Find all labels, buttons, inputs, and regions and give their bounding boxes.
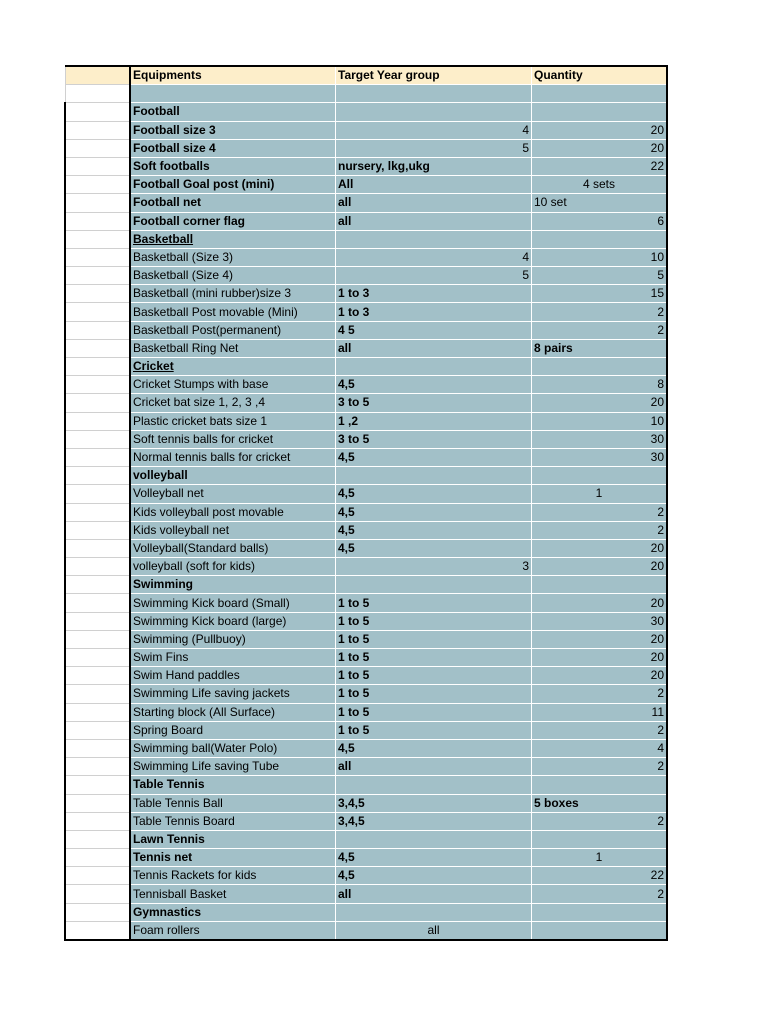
- equipment-cell[interactable]: Tennisball Basket: [130, 885, 336, 903]
- row-header-cell[interactable]: [65, 230, 130, 248]
- equipment-cell[interactable]: Football Goal post (mini): [130, 176, 336, 194]
- target-year-cell[interactable]: 4,5: [336, 867, 532, 885]
- table-row: [65, 867, 667, 885]
- equipment-cell[interactable]: Soft tennis balls for cricket: [130, 430, 336, 448]
- equipment-cell[interactable]: Table Tennis Ball: [130, 794, 336, 812]
- quantity-cell[interactable]: [532, 467, 668, 485]
- header-target-year-group[interactable]: Target Year group: [336, 66, 532, 85]
- quantity-cell[interactable]: 20: [532, 558, 668, 576]
- target-year-cell[interactable]: 1 to 5: [336, 703, 532, 721]
- equipment-cell[interactable]: Kids volleyball post movable: [130, 503, 336, 521]
- equipment-cell[interactable]: Swimming Kick board (large): [130, 612, 336, 630]
- category-row: [65, 576, 667, 594]
- quantity-cell[interactable]: [532, 230, 668, 248]
- quantity-cell[interactable]: [532, 830, 668, 848]
- row-header-cell[interactable]: [65, 103, 130, 121]
- quantity-cell[interactable]: 20: [532, 539, 668, 557]
- quantity-cell[interactable]: 10: [532, 248, 668, 266]
- quantity-cell[interactable]: [532, 776, 668, 794]
- equipment-cell[interactable]: Basketball Post movable (Mini): [130, 303, 336, 321]
- quantity-cell[interactable]: 20: [532, 394, 668, 412]
- quantity-cell[interactable]: 20: [532, 121, 668, 139]
- quantity-cell[interactable]: 2: [532, 503, 668, 521]
- equipment-cell[interactable]: Cricket: [130, 358, 336, 376]
- quantity-cell[interactable]: 10: [532, 412, 668, 430]
- target-year-cell[interactable]: 1 to 5: [336, 667, 532, 685]
- category-row: [65, 776, 667, 794]
- target-year-cell[interactable]: 1 to 5: [336, 612, 532, 630]
- row-header-cell[interactable]: [65, 448, 130, 466]
- row-header-cell[interactable]: [65, 612, 130, 630]
- quantity-cell[interactable]: 4: [532, 739, 668, 757]
- row-header-cell[interactable]: [65, 521, 130, 539]
- row-header-cell[interactable]: [65, 539, 130, 557]
- quantity-cell[interactable]: 20: [532, 649, 668, 667]
- table-row: [65, 649, 667, 667]
- quantity-cell[interactable]: 11: [532, 703, 668, 721]
- row-header-cell[interactable]: [65, 903, 130, 921]
- table-row: [65, 558, 667, 576]
- row-header-cell[interactable]: [65, 885, 130, 903]
- target-year-cell[interactable]: nursery, lkg,ukg: [336, 157, 532, 175]
- table-row: [65, 667, 667, 685]
- target-year-cell[interactable]: 4 5: [336, 321, 532, 339]
- equipment-cell[interactable]: Starting block (All Surface): [130, 703, 336, 721]
- target-year-cell[interactable]: 4,5: [336, 739, 532, 757]
- equipment-cell[interactable]: Swimming (Pullbuoy): [130, 630, 336, 648]
- row-header-cell[interactable]: [65, 321, 130, 339]
- equipment-cell[interactable]: Kids volleyball net: [130, 521, 336, 539]
- target-year-cell[interactable]: [336, 576, 532, 594]
- equipment-cell[interactable]: volleyball (soft for kids): [130, 558, 336, 576]
- table-row: [65, 758, 667, 776]
- row-header-cell[interactable]: [65, 394, 130, 412]
- row-header-cell[interactable]: [65, 630, 130, 648]
- target-year-cell[interactable]: [336, 103, 532, 121]
- row-header-cell[interactable]: [65, 303, 130, 321]
- equipment-cell[interactable]: Basketball (Size 4): [130, 267, 336, 285]
- table-row: [65, 267, 667, 285]
- target-year-cell[interactable]: 4,5: [336, 849, 532, 867]
- target-year-cell[interactable]: 1 to 5: [336, 685, 532, 703]
- quantity-cell[interactable]: 5 boxes: [532, 794, 668, 812]
- table-row: [65, 321, 667, 339]
- quantity-cell[interactable]: 20: [532, 667, 668, 685]
- equipment-cell[interactable]: Soft footballs: [130, 157, 336, 175]
- target-year-cell[interactable]: 4,5: [336, 485, 532, 503]
- table-row: [65, 812, 667, 830]
- equipment-cell[interactable]: Basketball: [130, 230, 336, 248]
- table-row: [65, 139, 667, 157]
- target-year-cell[interactable]: 3 to 5: [336, 394, 532, 412]
- row-header-cell[interactable]: [65, 849, 130, 867]
- quantity-cell[interactable]: 30: [532, 430, 668, 448]
- row-header-cell[interactable]: [65, 485, 130, 503]
- quantity-cell[interactable]: 15: [532, 285, 668, 303]
- row-header-cell[interactable]: [65, 467, 130, 485]
- table-row: [65, 303, 667, 321]
- equipment-cell[interactable]: Cricket Stumps with base: [130, 376, 336, 394]
- target-year-cell[interactable]: 1 ,2: [336, 412, 532, 430]
- target-year-cell[interactable]: [336, 903, 532, 921]
- equipment-cell[interactable]: [130, 85, 336, 103]
- row-header-cell[interactable]: [65, 812, 130, 830]
- category-row: [65, 903, 667, 921]
- table-row: [65, 448, 667, 466]
- equipment-cell[interactable]: Swimming Life saving Tube: [130, 758, 336, 776]
- quantity-cell[interactable]: 2: [532, 885, 668, 903]
- row-header-cell[interactable]: [65, 594, 130, 612]
- target-year-cell[interactable]: 3: [336, 558, 532, 576]
- quantity-cell[interactable]: [532, 358, 668, 376]
- row-header-cell[interactable]: [65, 794, 130, 812]
- target-year-cell[interactable]: 3 to 5: [336, 430, 532, 448]
- target-year-cell[interactable]: 4,5: [336, 448, 532, 466]
- category-row: [65, 230, 667, 248]
- equipment-cell[interactable]: Cricket bat size 1, 2, 3 ,4: [130, 394, 336, 412]
- equipment-cell[interactable]: Tennis Rackets for kids: [130, 867, 336, 885]
- target-year-cell[interactable]: 1 to 5: [336, 649, 532, 667]
- target-year-cell[interactable]: 4,5: [336, 521, 532, 539]
- quantity-cell[interactable]: 2: [532, 321, 668, 339]
- target-year-cell[interactable]: 1 to 5: [336, 594, 532, 612]
- equipment-cell[interactable]: Swimming: [130, 576, 336, 594]
- row-header-cell[interactable]: [65, 157, 130, 175]
- row-header-cell[interactable]: [65, 776, 130, 794]
- equipment-cell[interactable]: Spring Board: [130, 721, 336, 739]
- table-row: [65, 703, 667, 721]
- quantity-cell[interactable]: 2: [532, 758, 668, 776]
- equipment-cell[interactable]: Basketball Ring Net: [130, 339, 336, 357]
- target-year-cell[interactable]: 4: [336, 248, 532, 266]
- target-year-cell[interactable]: 1 to 5: [336, 630, 532, 648]
- quantity-cell[interactable]: 20: [532, 139, 668, 157]
- row-header-cell[interactable]: [65, 176, 130, 194]
- table-row: [65, 157, 667, 175]
- quantity-cell[interactable]: [532, 576, 668, 594]
- row-header-cell[interactable]: [65, 267, 130, 285]
- row-header-cell[interactable]: [65, 558, 130, 576]
- equipment-cell[interactable]: Football size 4: [130, 139, 336, 157]
- quantity-cell[interactable]: 30: [532, 612, 668, 630]
- header-row: [65, 66, 667, 85]
- equipment-cell[interactable]: Table Tennis: [130, 776, 336, 794]
- target-year-cell[interactable]: all: [336, 194, 532, 212]
- quantity-cell[interactable]: 2: [532, 521, 668, 539]
- target-year-cell[interactable]: 4,5: [336, 503, 532, 521]
- quantity-cell[interactable]: 2: [532, 812, 668, 830]
- row-header-cell[interactable]: [65, 339, 130, 357]
- table-row: [65, 612, 667, 630]
- row-header-cell[interactable]: [65, 867, 130, 885]
- quantity-cell[interactable]: 30: [532, 448, 668, 466]
- header-equipments[interactable]: Equipments: [130, 66, 336, 85]
- row-header-cell[interactable]: [65, 830, 130, 848]
- target-year-cell[interactable]: [336, 358, 532, 376]
- table-row: [65, 121, 667, 139]
- table-row: [65, 212, 667, 230]
- target-year-cell[interactable]: all: [336, 339, 532, 357]
- row-header-cell[interactable]: [65, 921, 130, 940]
- row-header-cell[interactable]: [65, 503, 130, 521]
- table-row: [65, 412, 667, 430]
- equipment-cell[interactable]: Swimming Kick board (Small): [130, 594, 336, 612]
- table-row: [65, 849, 667, 867]
- row-header-cell[interactable]: [65, 667, 130, 685]
- equipment-cell[interactable]: volleyball: [130, 467, 336, 485]
- quantity-cell[interactable]: 20: [532, 630, 668, 648]
- row-header-cell[interactable]: [65, 139, 130, 157]
- equipment-spreadsheet: [64, 65, 668, 941]
- target-year-cell[interactable]: 5: [336, 267, 532, 285]
- row-header-cell[interactable]: [65, 649, 130, 667]
- target-year-cell[interactable]: 3,4,5: [336, 812, 532, 830]
- table-row: [65, 85, 667, 103]
- quantity-cell[interactable]: 2: [532, 685, 668, 703]
- table-row: [65, 503, 667, 521]
- quantity-cell[interactable]: [532, 85, 668, 103]
- target-year-cell[interactable]: 3,4,5: [336, 794, 532, 812]
- category-row: [65, 830, 667, 848]
- table-row: [65, 921, 667, 940]
- row-header-cell[interactable]: [65, 248, 130, 266]
- table-row: [65, 394, 667, 412]
- equipment-cell[interactable]: Normal tennis balls for cricket: [130, 448, 336, 466]
- row-header-cell[interactable]: [65, 576, 130, 594]
- target-year-cell[interactable]: 1 to 3: [336, 285, 532, 303]
- quantity-cell[interactable]: 22: [532, 867, 668, 885]
- equipment-cell[interactable]: Football size 3: [130, 121, 336, 139]
- table-row: [65, 376, 667, 394]
- target-year-cell[interactable]: 5: [336, 139, 532, 157]
- table-row: [65, 194, 667, 212]
- row-header-cell[interactable]: [65, 66, 130, 85]
- row-header-cell[interactable]: [65, 758, 130, 776]
- row-header-cell[interactable]: [65, 721, 130, 739]
- equipment-cell[interactable]: Football: [130, 103, 336, 121]
- quantity-cell[interactable]: 1: [532, 485, 668, 503]
- table-row: [65, 739, 667, 757]
- target-year-cell[interactable]: All: [336, 176, 532, 194]
- table-row: [65, 721, 667, 739]
- table-row: [65, 285, 667, 303]
- equipment-cell[interactable]: Gymnastics: [130, 903, 336, 921]
- target-year-cell[interactable]: 4: [336, 121, 532, 139]
- equipment-cell[interactable]: Foam rollers: [130, 921, 336, 940]
- target-year-cell[interactable]: [336, 85, 532, 103]
- equipment-cell[interactable]: Volleyball(Standard balls): [130, 539, 336, 557]
- quantity-cell[interactable]: [532, 903, 668, 921]
- target-year-cell[interactable]: 1 to 5: [336, 721, 532, 739]
- equipment-cell[interactable]: Swimming ball(Water Polo): [130, 739, 336, 757]
- quantity-cell[interactable]: [532, 103, 668, 121]
- row-header-cell[interactable]: [65, 121, 130, 139]
- equipment-cell[interactable]: Plastic cricket bats size 1: [130, 412, 336, 430]
- table-row: [65, 176, 667, 194]
- header-quantity[interactable]: Quantity: [532, 66, 668, 85]
- equipment-cell[interactable]: Swim Fins: [130, 649, 336, 667]
- row-header-cell[interactable]: [65, 358, 130, 376]
- quantity-cell[interactable]: 2: [532, 721, 668, 739]
- quantity-cell[interactable]: 5: [532, 267, 668, 285]
- quantity-cell[interactable]: 8 pairs: [532, 339, 668, 357]
- category-row: [65, 103, 667, 121]
- row-header-cell[interactable]: [65, 212, 130, 230]
- target-year-cell[interactable]: all: [336, 758, 532, 776]
- row-header-cell[interactable]: [65, 430, 130, 448]
- table-row: [65, 630, 667, 648]
- target-year-cell[interactable]: 4,5: [336, 376, 532, 394]
- equipment-cell[interactable]: Basketball (Size 3): [130, 248, 336, 266]
- equipment-cell[interactable]: Volleyball net: [130, 485, 336, 503]
- category-row: [65, 467, 667, 485]
- row-header-cell[interactable]: [65, 685, 130, 703]
- equipment-cell[interactable]: Football net: [130, 194, 336, 212]
- target-year-cell[interactable]: 1 to 3: [336, 303, 532, 321]
- quantity-cell[interactable]: 1: [532, 849, 668, 867]
- equipment-cell[interactable]: Basketball Post(permanent): [130, 321, 336, 339]
- table-row: [65, 885, 667, 903]
- target-year-cell[interactable]: 4,5: [336, 539, 532, 557]
- quantity-cell[interactable]: 10 set: [532, 194, 668, 212]
- table-row: [65, 521, 667, 539]
- equipment-cell[interactable]: Swimming Life saving jackets: [130, 685, 336, 703]
- quantity-cell[interactable]: 8: [532, 376, 668, 394]
- table-row: [65, 430, 667, 448]
- row-header-cell[interactable]: [65, 85, 130, 103]
- category-row: [65, 358, 667, 376]
- quantity-cell[interactable]: [532, 921, 668, 940]
- table-row: [65, 339, 667, 357]
- quantity-cell[interactable]: 4 sets: [532, 176, 668, 194]
- quantity-cell[interactable]: 2: [532, 303, 668, 321]
- table-row: [65, 248, 667, 266]
- equipment-cell[interactable]: Lawn Tennis: [130, 830, 336, 848]
- table-row: [65, 685, 667, 703]
- table-row: [65, 794, 667, 812]
- row-header-cell[interactable]: [65, 376, 130, 394]
- target-year-cell[interactable]: [336, 467, 532, 485]
- quantity-cell[interactable]: 6: [532, 212, 668, 230]
- quantity-cell[interactable]: 20: [532, 594, 668, 612]
- quantity-cell[interactable]: 22: [532, 157, 668, 175]
- row-header-cell[interactable]: [65, 703, 130, 721]
- row-header-cell[interactable]: [65, 412, 130, 430]
- target-year-cell[interactable]: all: [336, 885, 532, 903]
- row-header-cell[interactable]: [65, 285, 130, 303]
- equipment-cell[interactable]: Basketball (mini rubber)size 3: [130, 285, 336, 303]
- equipment-cell[interactable]: Swim Hand paddles: [130, 667, 336, 685]
- table-row: [65, 485, 667, 503]
- equipment-cell[interactable]: Tennis net: [130, 849, 336, 867]
- row-header-cell[interactable]: [65, 739, 130, 757]
- target-year-cell[interactable]: all: [336, 212, 532, 230]
- table-row: [65, 594, 667, 612]
- equipment-cell[interactable]: Football corner flag: [130, 212, 336, 230]
- target-year-cell[interactable]: all: [336, 921, 532, 940]
- target-year-cell[interactable]: [336, 830, 532, 848]
- target-year-cell[interactable]: [336, 230, 532, 248]
- equipment-cell[interactable]: Table Tennis Board: [130, 812, 336, 830]
- table-row: [65, 539, 667, 557]
- row-header-cell[interactable]: [65, 194, 130, 212]
- target-year-cell[interactable]: [336, 776, 532, 794]
